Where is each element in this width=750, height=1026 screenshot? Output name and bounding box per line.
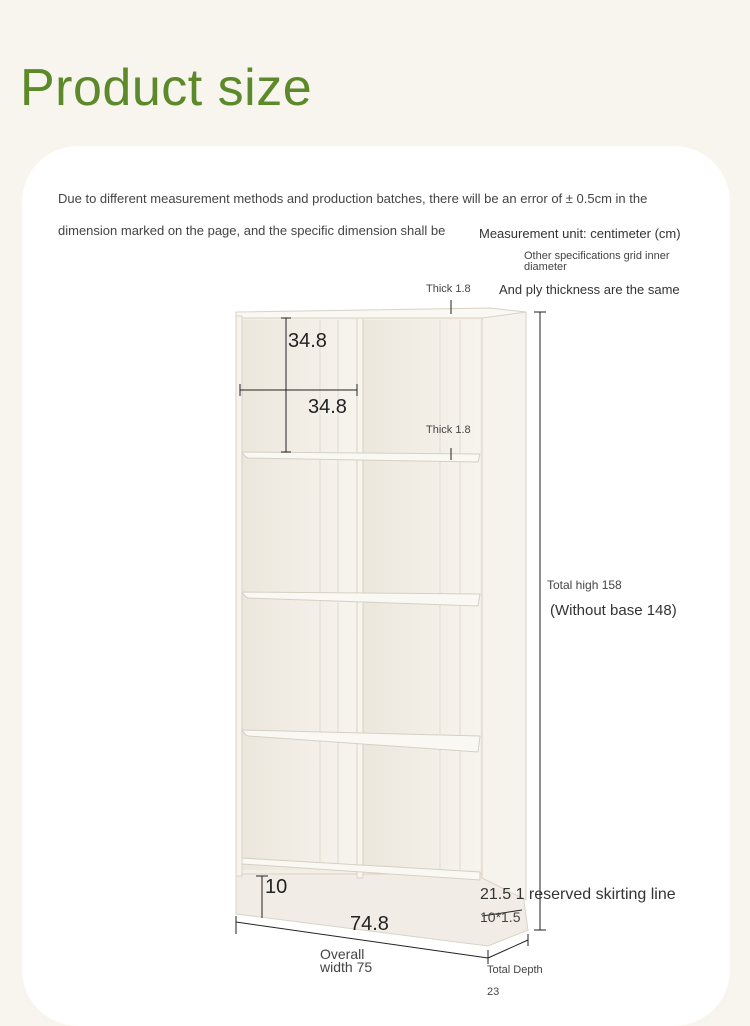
overall-width-line2: width 75 (320, 959, 373, 975)
base-height-label: 10 (265, 876, 288, 898)
overall-width-line1: Overall (320, 946, 365, 962)
skirting-dim-label: 10*1.5 (480, 909, 521, 925)
page-title: Product size (20, 59, 313, 117)
grid-height-label: 34.8 (288, 330, 327, 352)
error-note-line2: dimension marked on the page, and the specific dimension shall be (58, 223, 446, 238)
total-high-label: Total high 158 (547, 578, 622, 592)
spec-note-line1: Other specifications grid inner (524, 250, 670, 262)
ply-note: And ply thickness are the same (499, 282, 680, 297)
error-note-line1: Due to different measurement methods and production batches, there will be an error of ± 0.5cm in the (58, 191, 648, 206)
grid-width-label: 34.8 (308, 396, 347, 418)
thick-top-label: Thick 1.8 (426, 283, 471, 295)
thick-shelf-label: Thick 1.8 (426, 424, 471, 436)
front-width-label: 74.8 (350, 913, 389, 935)
without-base-label: (Without base 148) (550, 602, 677, 619)
measurement-unit: Measurement unit: centimeter (cm) (479, 226, 681, 241)
total-depth-label: Total Depth (487, 964, 543, 976)
depth-value-label: 23 (487, 986, 500, 998)
skirting-label: 21.5 1 reserved skirting line (480, 886, 676, 903)
spec-note-line2: diameter (524, 261, 567, 273)
